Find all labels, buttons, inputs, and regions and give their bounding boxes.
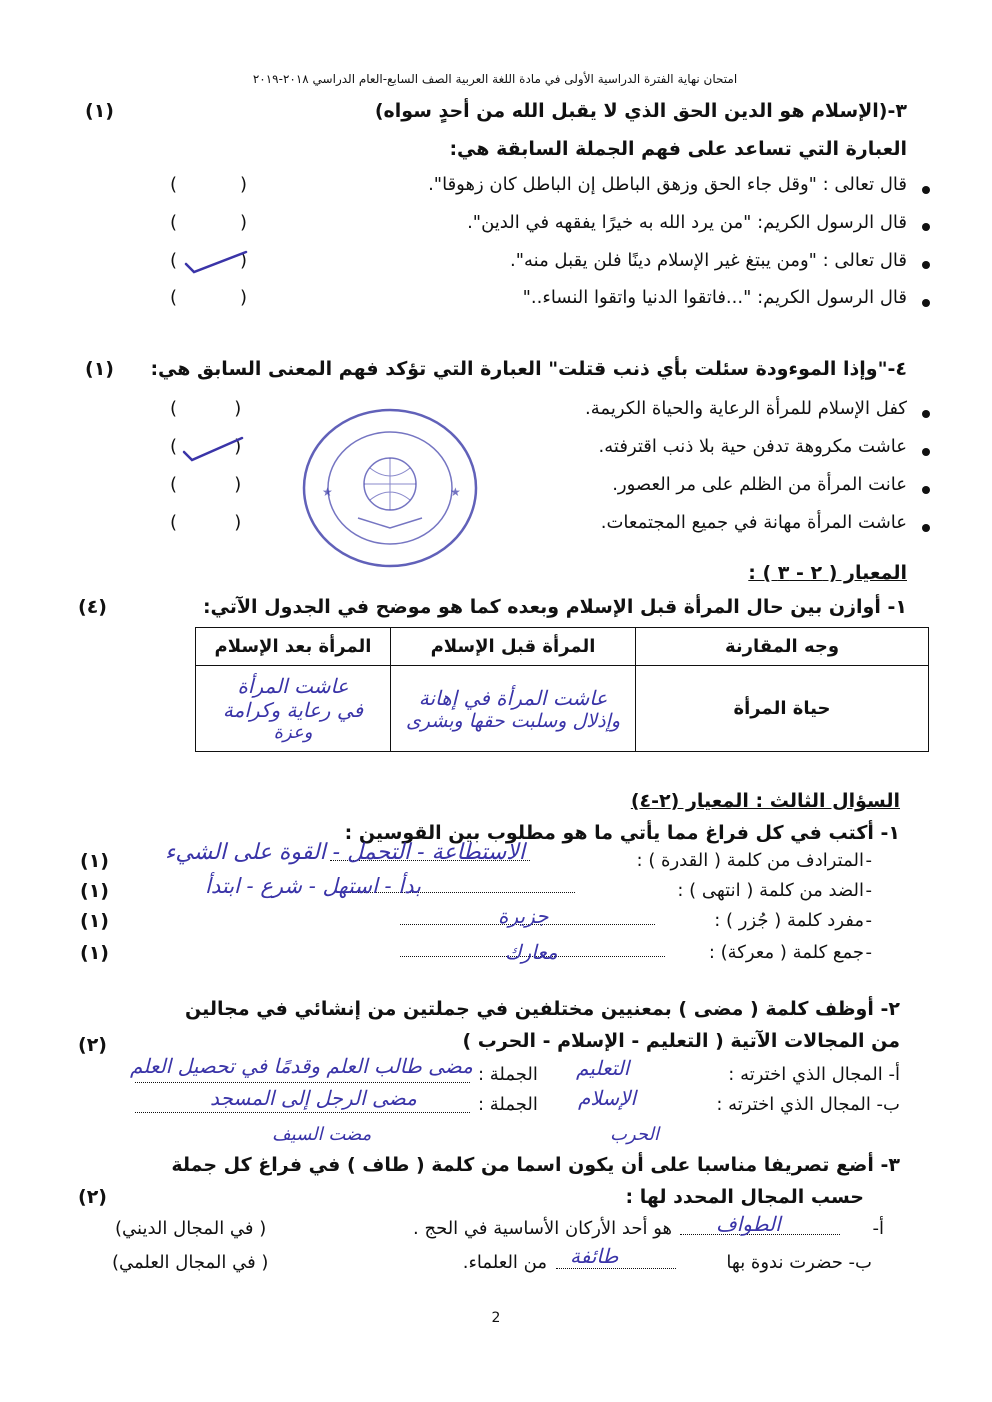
bullet-icon [922,524,930,532]
criterion-2-3-title: المعيار ( ٢ - ٣ ) : [748,562,907,584]
section3-title: السؤال الثالث : المعيار (٢-٤) [630,790,900,812]
handwritten-answer: وعزة [273,722,313,743]
q2-sentence-label: الجملة : [478,1094,538,1115]
fill-label: المترادف من كلمة ( القدرة ) : [636,850,864,871]
answer-parens[interactable]: ( ) [170,474,242,495]
q3-option-1: قال تعالى : "وقل جاء الحق وزهق الباطل إن الباطل كان زهوقا". [428,174,907,195]
bullet-icon [922,261,930,269]
answer-parens[interactable]: ( ) [170,174,247,195]
fill-label: مفرد كلمة ( جُزر ) : [714,910,864,931]
q3-option-3: قال تعالى : "ومن يبتغ غير الإسلام دينًا فلن يقبل منه". [509,250,907,271]
q3b-item-a-text: هو أحد الأركان الأساسية في الحج . [413,1218,672,1239]
table-header: المرأة بعد الإسلام [196,628,391,666]
handwritten-answer: عاشت المرأة [237,674,349,698]
checkmark-icon [182,246,250,276]
q2-line-a-prefix: أ- المجال الذي اخترته : [728,1064,900,1085]
domain-hint: ( في المجال الديني) [115,1218,267,1239]
q2-mark: (٢) [78,1034,107,1056]
svg-text:★: ★ [322,485,333,499]
handwritten-answer: وإذلال وسلبت حقها وبشرى [405,709,621,732]
bullet-icon [922,223,930,231]
q3-option-2: قال الرسول الكريم: "من يرد الله به خيرًا يفقهه في الدين". [467,212,907,233]
handwritten-answer: في رعاية وكرامة [222,698,364,722]
bullet-icon [922,486,930,494]
q4-option-2: عاشت مكروهة تدفن حية بلا ذنب اقترفته. [598,436,907,457]
answer-parens[interactable]: ( ) [170,436,242,457]
q4-option-4: عاشت المرأة مهانة في جميع المجتمعات. [600,512,907,533]
q3b-mark: (٢) [78,1186,107,1208]
answer-blank[interactable] [135,1082,470,1083]
svg-text:★: ★ [450,485,461,499]
q3-option-4: قال الرسول الكريم: "...فاتقوا الدنيا واتقوا النساء.." [522,287,907,308]
q3b-item-b-text: من العلماء. [462,1252,547,1273]
answer-parens[interactable]: ( ) [170,398,242,419]
answer-parens[interactable]: ( ) [170,512,242,533]
handwritten-answer: مضى طالب العلم وقدمًا في تحصيل العلم [130,1054,473,1078]
dash: - [865,910,872,931]
bullet-icon [922,410,930,418]
comparison-mark: (٤) [78,596,107,618]
q2-subtitle: من المجالات الآتية ( التعليم - الإسلام - الحرب ) [462,1030,900,1052]
handwritten-answer: معارك [505,940,558,964]
q4-option-3: عانت المرأة من الظلم على مر العصور. [612,474,907,495]
dash: - [865,880,872,901]
answer-parens[interactable]: ( ) [170,212,247,233]
fill-label: الضد من كلمة ( انتهى ) : [677,880,864,901]
item-mark: (١) [80,850,109,872]
answer-parens[interactable]: ( ) [170,287,247,308]
handwritten-answer: التعليم [576,1056,630,1080]
answer-blank[interactable] [556,1268,676,1269]
section3-q1: ١- أكتب في كل فراغ مما يأتي ما هو مطلوب بين القوسين : [344,822,900,844]
q3-title: ٣-(الإسلام هو الدين الحق الذي لا يقبل الله من أحدٍ سواه) [374,100,907,122]
q4-option-1: كفل الإسلام للمرأة الرعاية والحياة الكريمة. [585,398,907,419]
q3-mark: (١) [85,100,114,122]
handwritten-answer: الحرب [610,1124,659,1145]
official-stamp [300,406,480,571]
after-islam-cell[interactable] [196,666,391,752]
exam-header: امتحان نهاية الفترة الدراسية الأولى في مادة اللغة العربية الصف السابع-العام الدراسي ٢٠١٨-٢٠١٩ [252,72,738,86]
q3b-title: ٣- أضع تصريفا مناسبا على أن يكون اسما من كلمة ( طاف ) في فراغ كل جملة [171,1154,900,1176]
bullet-icon [922,186,930,194]
bullet-icon [922,299,930,307]
q3b-subtitle: حسب المجال المحدد لها : [625,1186,864,1208]
answer-parens[interactable]: ( ) [170,250,247,271]
q3b-item-a-prefix: أ- [872,1218,884,1239]
handwritten-answer: جزيرة [498,904,549,928]
item-mark: (١) [80,910,109,932]
table-header: المرأة قبل الإسلام [391,628,636,666]
answer-blank[interactable] [135,1112,470,1113]
before-islam-cell[interactable] [391,666,636,752]
q4-title: ٤-"وإذا الموءودة سئلت بأي ذنب قتلت" العبارة التي تؤكد فهم المعنى السابق هي: [150,358,907,380]
comparison-question: ١- أوازن بين حال المرأة قبل الإسلام وبعده كما هو موضح في الجدول الآتي: [202,596,907,618]
handwritten-answer: مضى الرجل إلى المسجد [210,1086,417,1110]
q2-sentence-label: الجملة : [478,1064,538,1085]
handwritten-answer: بدأ - استهل - شرع - ابتدأ [205,874,421,898]
handwritten-answer: الاستطاعة - التحمل - القوة على الشيء [165,840,525,865]
handwritten-answer: عاشت المرأة في إهانة [418,685,608,710]
fill-label: جمع كلمة ( معركة) : [708,942,864,963]
dash: - [865,942,872,963]
page-number: 2 [491,1310,501,1326]
q3b-item-b-prefix: ب- حضرت ندوة بها [726,1252,872,1273]
comparison-table [195,627,929,752]
handwritten-answer: الطواف [716,1212,781,1236]
checkmark-icon [180,432,248,464]
handwritten-answer: طائفة [570,1244,619,1268]
q3-prompt: العبارة التي تساعد على فهم الجملة السابقة هي: [449,138,907,160]
q2-title: ٢- أوظف كلمة ( مضى ) بمعنيين مختلفين في جملتين من إنشائي في مجالين [185,998,900,1020]
item-mark: (١) [80,880,109,902]
q4-mark: (١) [85,358,114,380]
item-mark: (١) [80,942,109,964]
table-row-label: حياة المرأة [636,666,929,752]
handwritten-answer: مضت السيف [272,1124,372,1145]
domain-hint: ( في المجال العلمي) [112,1252,269,1273]
bullet-icon [922,448,930,456]
table-header: وجه المقارنة [636,628,929,666]
dash: - [865,850,872,871]
q2-line-b-prefix: ب- المجال الذي اخترته : [716,1094,900,1115]
handwritten-answer: الإسلام [578,1086,637,1110]
